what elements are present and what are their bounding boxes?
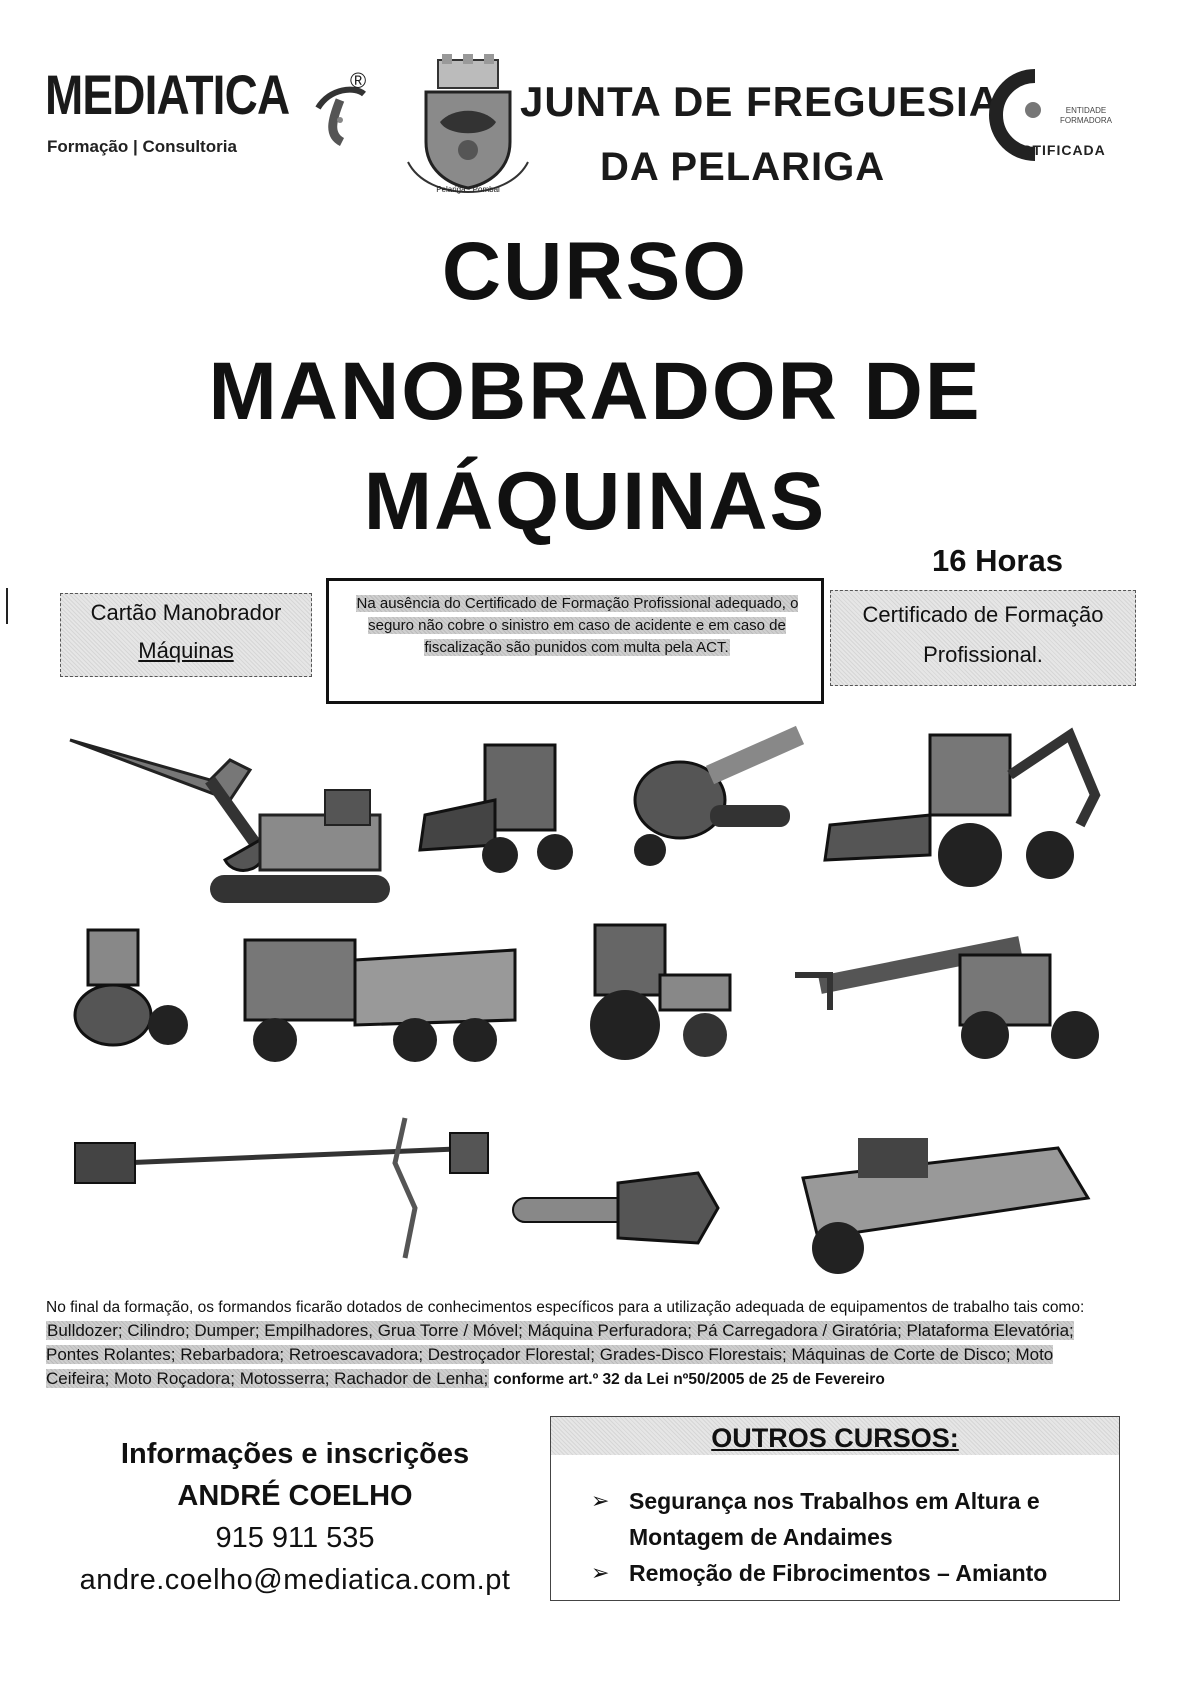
junta-title-line2: DA PELARIGA [600,145,886,189]
insurance-warning-text: Na ausência do Certificado de Formação Profissional adequado, o seguro não cobre o sinistro em caso de acidente e em caso de fiscalização são punidos com multa pela ACT. [356,595,799,656]
concrete-mixer-image [610,725,810,885]
mediatica-logo [45,62,375,162]
contact-email: andre.coelho@mediatica.com.pt [79,1564,511,1596]
other-course-item [591,1483,1111,1555]
arrow-bullet-icon: ➢ [591,1488,610,1513]
course-title-line2: MANOBRADOR DE [208,346,982,437]
articulated-dump-truck-image [235,920,525,1070]
insurance-warning-box [326,578,824,704]
parish-crest [398,52,538,202]
other-courses-list [591,1483,1111,1591]
arrow-bullet-icon: ➢ [591,1560,610,1585]
training-certificate-box [830,590,1136,686]
crest-ribbon-text: Pelariga · Pombal [436,185,500,194]
log-splitter-image [798,1118,1098,1283]
other-course-label: Remoção de Fibrocimentos – Amianto [629,1560,1048,1586]
registered-mark: ® [350,68,367,93]
certified-entity-logo [975,68,1125,163]
course-title-line3: MÁQUINAS [363,456,827,547]
training-description-intro: No final da formação, os formandos ficarão dotados de conhecimentos específicos para a utilização adequada de equipamentos de trabalho tais como: [46,1299,1085,1316]
contact-block [45,1433,545,1601]
card-operator-line1: Cartão Manobrador [90,600,282,625]
card-operator-line2: Máquinas [138,638,234,663]
cert-logo-label: ERTIFICADA [1011,142,1106,158]
mediatica-logo-word: MEDIATICA [45,63,290,126]
brush-cutter-image [70,1098,490,1268]
junta-title-line1: JUNTA DE FREGUESIA [520,78,1001,125]
other-courses-box [550,1416,1120,1601]
equipment-list: Bulldozer; Cilindro; Dumper; Empilhadores, Grua Torre / Móvel; Máquina Perfuradora; Pá Carregadora / Giratória; Plataforma Elevatória; Pontes Rolantes; Rebarbadora; Retroescavadora; Destroçador Florestal; Grades-Disco Florestais; Máquinas de Corte de Disco; Moto Ceifeira; Moto Roçadora; Motosserra; Rachador de Lenha; [46,1321,1074,1388]
training-certificate-line2: Profissional. [923,642,1043,667]
skid-steer-loader-image [415,730,585,880]
course-title-line1: CURSO [441,226,749,317]
other-course-label: Segurança nos Trabalhos em Altura e Montagem de Andaimes [629,1488,1040,1550]
scan-edge-mark [6,588,8,624]
training-certificate-line1: Certificado de Formação [862,602,1104,627]
contact-title: Informações e inscrições [120,1438,470,1470]
other-courses-title: OUTROS CURSOS: [711,1423,959,1453]
vibratory-roller-image [68,915,198,1050]
mediatica-logo-subtitle: Formação | Consultoria [47,137,237,156]
cert-logo-small-text: ENTIDADE FORMADORA [1060,106,1112,125]
legal-reference: conforme art.º 32 da Lei nº50/2005 de 25 de Fevereiro [493,1371,885,1388]
tractor-image [565,915,735,1065]
backhoe-loader-image [820,715,1120,895]
card-operator-box [60,593,312,677]
course-hours: 16 Horas [932,543,1063,578]
contact-phone: 915 911 535 [215,1522,375,1554]
other-course-item [591,1555,1111,1591]
chainsaw-image [508,1158,726,1258]
contact-name: ANDRÉ COELHO [177,1480,413,1512]
training-description [46,1296,1114,1391]
excavator-image [60,720,395,910]
telehandler-image [790,915,1120,1065]
